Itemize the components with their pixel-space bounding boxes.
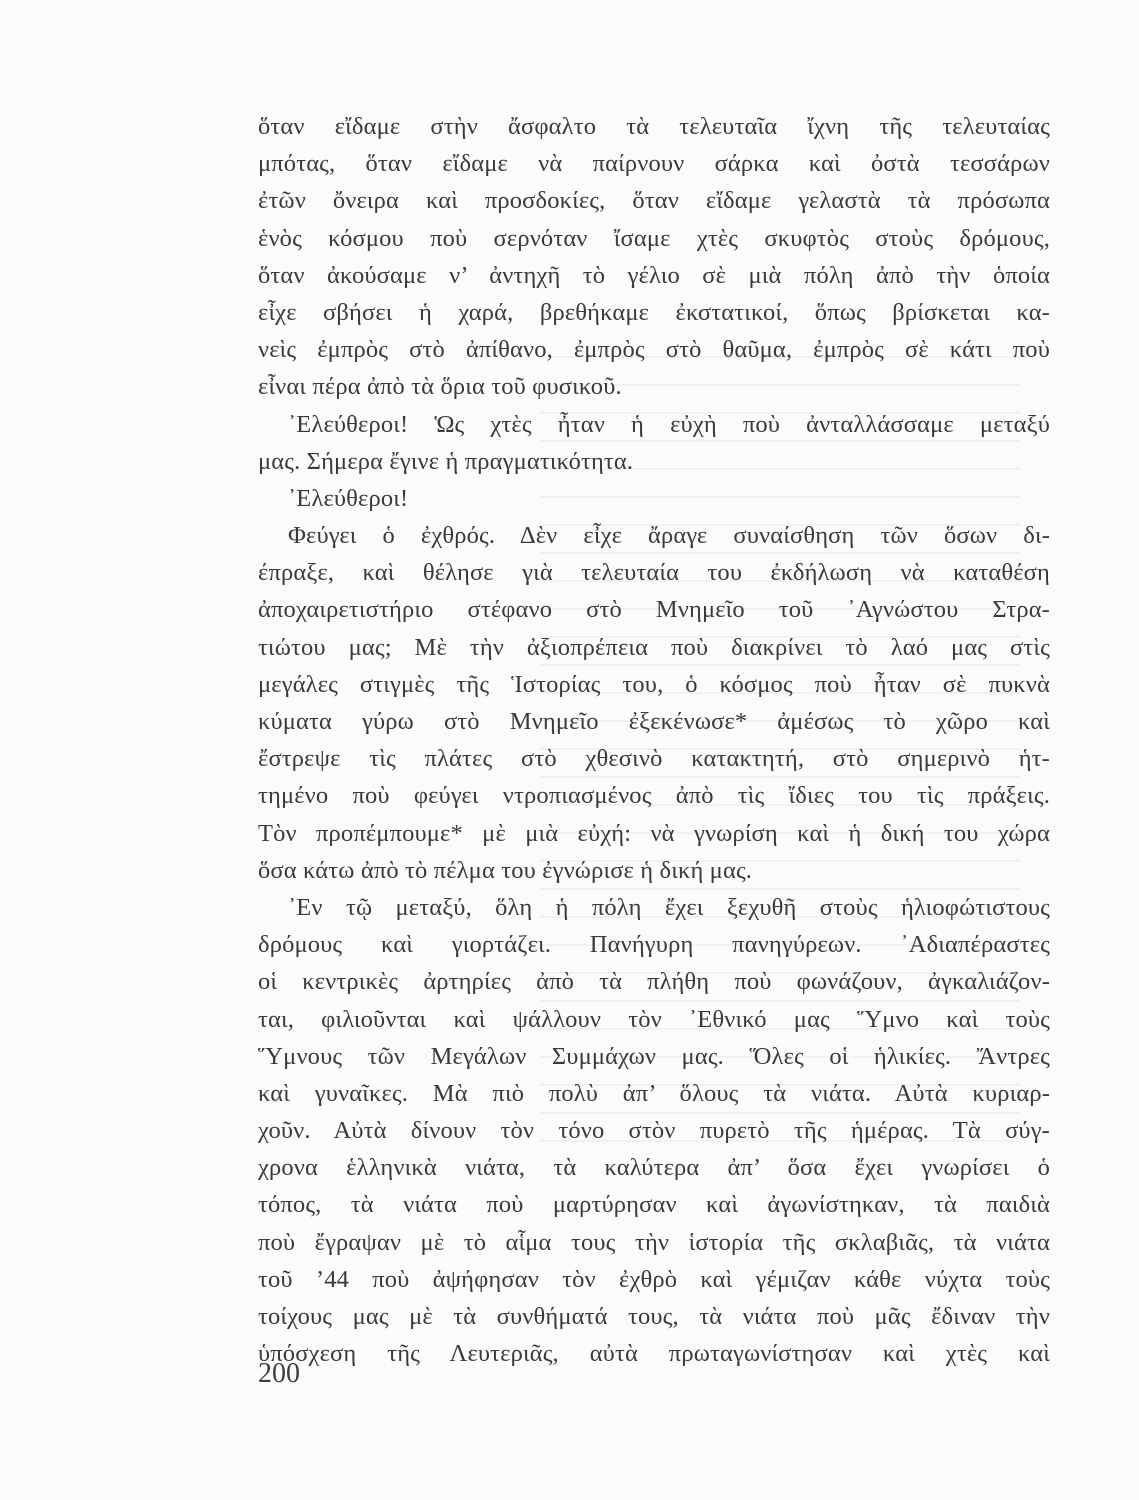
text-line: ἐτῶν ὄνειρα καὶ προσδοκίες, ὅταν εἴδαμε γελαστὰ τὰ πρόσωπα [258,187,1050,215]
text-line: ὅταν εἴδαμε στὴν ἄσφαλτο τὰ τελευταῖα ἴχνη τῆς τελευταίας [258,113,1050,140]
text-line: οἱ κεντρικὲς ἀρτηρίες ἀπὸ τὰ πλήθη ποὺ φωνάζουν, ἀγκαλιάζον- [258,968,1050,996]
text-line: ὅταν ἀκούσαμε ν’ ἀντηχῆ τὸ γέλιο σὲ μιὰ πόλη ἀπὸ τὴν ὁποία [258,261,1050,289]
text-line: ᾿Εν τῷ μεταξύ, ὅλη ἡ πόλη ἔχει ξεχυθῆ στοὺς ἡλιοφώτιστους [288,893,1050,921]
text-line: ται, φιλιοῦνται καὶ ψάλλουν τὸν ᾿Εθνικό μας Ὕμνο καὶ τοὺς [258,1005,1050,1033]
text-line: Ὕμνους τῶν Μεγάλων Συμμάχων μας. Ὅλες οἱ ἡλικίες. Ἄντρες [258,1042,1050,1070]
text-line: δρόμους καὶ γιορτάζει. Πανήγυρη πανηγύρεων. ᾿Αδιαπέραστες [258,931,1050,959]
text-line: τημένο ποὺ φεύγει ντροπιασμένος ἀπὸ τὶς ἴδιες του τὶς πράξεις. [258,782,1050,810]
text-line: χρονα ἑλληνικὰ νιάτα, τὰ καλύτερα ἀπ’ ὅσα ἔχει γνωρίσει ὁ [258,1154,1050,1182]
text-line: τόπος, τὰ νιάτα ποὺ μαρτύρησαν καὶ ἀγωνίστηκαν, τὰ παιδιὰ [258,1191,1050,1219]
text-line: ἀποχαιρετιστήριο στέφανο στὸ Μνημεῖο τοῦ ᾿Αγνώστου Στρα- [258,596,1050,624]
text-line: ὑπόσχεση τῆς Λευτεριᾶς, αὐτὰ πρωταγωνίστησαν καὶ χτὲς καὶ [258,1340,1050,1368]
text-line: μπότας, ὅταν εἴδαμε νὰ παίρνουν σάρκα καὶ ὀστὰ τεσσάρων [258,150,1050,178]
text-line: νεὶς ἐμπρὸς στὸ ἀπίθανο, ἐμπρὸς στὸ θαῦμα, ἐμπρὸς σὲ κάτι ποὺ [258,336,1050,364]
text-line: ᾿Ελεύθεροι! [288,484,409,512]
text-line: ὅσα κάτω ἀπὸ τὸ πέλμα του ἐγνώρισε ἡ δική μας. [258,856,753,884]
text-line: ᾿Ελεύθεροι! Ὡς χτὲς ἦταν ἡ εὐχὴ ποὺ ἀνταλλάσσαμε μεταξύ [288,410,1050,438]
text-line: ἑνὸς κόσμου ποὺ σερνόταν ἴσαμε χτὲς σκυφτὸς στοὺς δρόμους, [258,224,1050,252]
text-line: καὶ γυναῖκες. Μὰ πιὸ πολὺ ἀπ’ ὅλους τὰ νιάτα. Αὐτὰ κυριαρ- [258,1079,1050,1107]
text-line: μεγάλες στιγμὲς τῆς Ἱστορίας του, ὁ κόσμος ποὺ ἦταν σὲ πυκνὰ [258,670,1050,698]
text-line: τιώτου μας; Μὲ τὴν ἀξιοπρέπεια ποὺ διακρίνει τὸ λαό μας στὶς [258,633,1050,661]
text-line: χοῦν. Αὐτὰ δίνουν τὸν τόνο στὸν πυρετὸ τῆς ἡμέρας. Τὰ σύγ- [258,1117,1050,1145]
text-line: έπραξε, καὶ θέλησε γιὰ τελευταία του ἐκδήλωση νὰ καταθέση [258,559,1050,587]
text-line: εἶχε σβήσει ἡ χαρά, βρεθήκαμε ἐκστατικοί, ὅπως βρίσκεται κα- [258,298,1050,326]
text-line: εἶναι πέρα ἀπὸ τὰ ὅρια τοῦ φυσικοῦ. [258,373,622,401]
text-line: μας. Σήμερα ἔγινε ἡ πραγματικότητα. [258,447,634,475]
text-line: κύματα γύρω στὸ Μνημεῖο ἐξεκένωσε* ἀμέσως τὸ χῶρο καὶ [258,708,1050,735]
text-line: τοίχους μας μὲ τὰ συνθήματά τους, τὰ νιάτα ποὺ μᾶς ἔδιναν τὴν [258,1303,1050,1330]
text-line: Φεύγει ὁ ἐχθρός. Δὲν εἶχε ἄραγε συναίσθηση τῶν ὅσων δι- [288,522,1050,550]
text-line: τοῦ ’44 ποὺ ἀψήφησαν τὸν ἐχθρὸ καὶ γέμιζαν κάθε νύχτα τοὺς [258,1265,1050,1293]
text-line: ποὺ ἔγραψαν μὲ τὸ αἷμα τους τὴν ἱστορία τῆς σκλαβιᾶς, τὰ νιάτα [258,1228,1050,1256]
text-line: ἔστρεψε τὶς πλάτες στὸ χθεσινὸ κατακτητή, στὸ σημερινὸ ἡτ- [258,745,1050,773]
page-number: 200 [258,1358,300,1389]
text-line: Τὸν προπέμπουμε* μὲ μιὰ εὐχή: νὰ γνωρίση καὶ ἡ δική του χώρα [258,819,1050,847]
body-text [258,108,1050,1372]
